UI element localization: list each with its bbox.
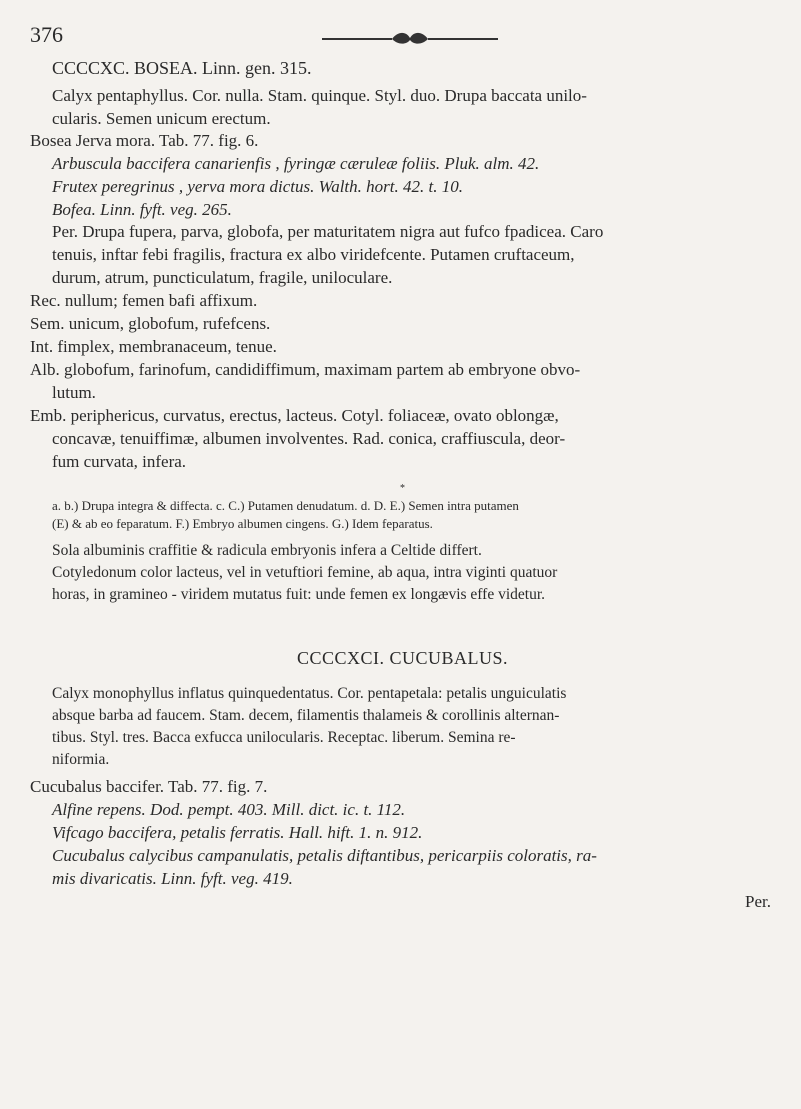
text-line: lutum. bbox=[52, 383, 96, 402]
synonym-line: Vifcago baccifera, petalis ferratis. Hall. hift. 1. n. 912. bbox=[52, 823, 423, 842]
text-line: Rec. nullum; femen bafi affixum. bbox=[30, 291, 258, 310]
text-line: concavæ, tenuiffimæ, albumen involventes. Rad. conica, craffiuscula, deor- bbox=[52, 429, 566, 448]
species-list bbox=[30, 129, 775, 221]
species-list bbox=[30, 775, 775, 890]
text-line: Sem. unicum, globofum, rufefcens. bbox=[30, 314, 271, 333]
note-line: Sola albuminis craffitie & radicula embryonis infera a Celtide differt. bbox=[52, 542, 482, 559]
text-line: tenuis, inftar febi fragilis, fractura ex albo viridefcente. Putamen cruftaceum, bbox=[52, 245, 575, 264]
note-line: horas, in gramineo - viridem mutatus fuit: unde femen ex longævis effe videtur. bbox=[52, 586, 546, 603]
text-line: Int. fimplex, membranaceum, tenue. bbox=[30, 337, 277, 356]
note-line: Cotyledonum color lacteus, vel in vetuftiori femine, ab aqua, intra viginti quatuor bbox=[52, 564, 558, 581]
separator-star: * bbox=[400, 483, 405, 494]
text-line: durum, atrum, puncticulatum, fragile, uniloculare. bbox=[52, 268, 393, 287]
figure-caption bbox=[30, 497, 775, 533]
text-line: absque barba ad faucem. Stam. decem, filamentis thalameis & corollinis alternan- bbox=[52, 707, 560, 724]
synonym-line: Bofea. Linn. fyft. veg. 265. bbox=[52, 200, 232, 219]
species-line: Bosea Jerva mora. Tab. 77. fig. 6. bbox=[30, 131, 259, 150]
genus-cucubalus bbox=[30, 647, 775, 670]
species-line: Cucubalus baccifer. Tab. 77. fig. 7. bbox=[30, 777, 268, 796]
text-line: fum curvata, infera. bbox=[52, 452, 187, 471]
notes bbox=[30, 540, 775, 606]
page-number: 376 bbox=[30, 22, 63, 47]
synonym-line: Frutex peregrinus , yerva mora dictus. Walth. hort. 42. t. 10. bbox=[52, 177, 463, 196]
synonym-line: Cucubalus calycibus campanulatis, petalis diftantibus, pericarpiis coloratis, ra- bbox=[52, 846, 597, 865]
species-details bbox=[30, 220, 775, 473]
caption-line: (E) & ab eo feparatum. F.) Embryo albumen cingens. G.) Idem feparatus. bbox=[52, 516, 433, 531]
text-line: Calyx pentaphyllus. Cor. nulla. Stam. quinque. Styl. duo. Drupa baccata unilo- bbox=[52, 86, 587, 105]
text-line: tibus. Styl. tres. Bacca exfucca unilocularis. Receptac. liberum. Semina re- bbox=[52, 729, 516, 746]
genus-description bbox=[30, 84, 775, 130]
genus-description bbox=[30, 683, 775, 771]
text-line: niformia. bbox=[52, 751, 110, 768]
text-line: Calyx monophyllus inflatus quinquedentatus. Cor. pentapetala: petalis unguiculatis bbox=[52, 685, 567, 702]
synonym-line: mis divaricatis. Linn. fyft. veg. 419. bbox=[52, 869, 293, 888]
genus-heading: CCCCXCI. CUCUBALUS. bbox=[296, 648, 509, 668]
text-line: Emb. periphericus, curvatus, erectus, lacteus. Cotyl. foliaceæ, ovato oblongæ, bbox=[30, 406, 559, 425]
text-line: Alb. globofum, farinofum, candidiffimum, maximam partem ab embryone obvo- bbox=[30, 360, 581, 379]
text-line: Per. Drupa fupera, parva, globofa, per maturitatem nigra aut fufco fpadicea. Caro bbox=[52, 222, 604, 241]
synonym-line: Alfine repens. Dod. pempt. 403. Mill. dict. ic. t. 112. bbox=[52, 800, 406, 819]
text-line: cularis. Semen unicum erectum. bbox=[52, 109, 271, 128]
catchword: Per. bbox=[745, 892, 771, 911]
synonym-line: Arbuscula baccifera canarienfis , fyringæ cæruleæ foliis. Pluk. alm. 42. bbox=[52, 154, 540, 173]
header-ornament-icon bbox=[320, 30, 500, 46]
caption-line: a. b.) Drupa integra & diffecta. c. C.) Putamen denudatum. d. D. E.) Semen intra putamen bbox=[52, 498, 519, 513]
genus-heading: CCCCXC. BOSEA. Linn. gen. 315. bbox=[52, 58, 312, 78]
genus-bosea bbox=[30, 57, 775, 80]
